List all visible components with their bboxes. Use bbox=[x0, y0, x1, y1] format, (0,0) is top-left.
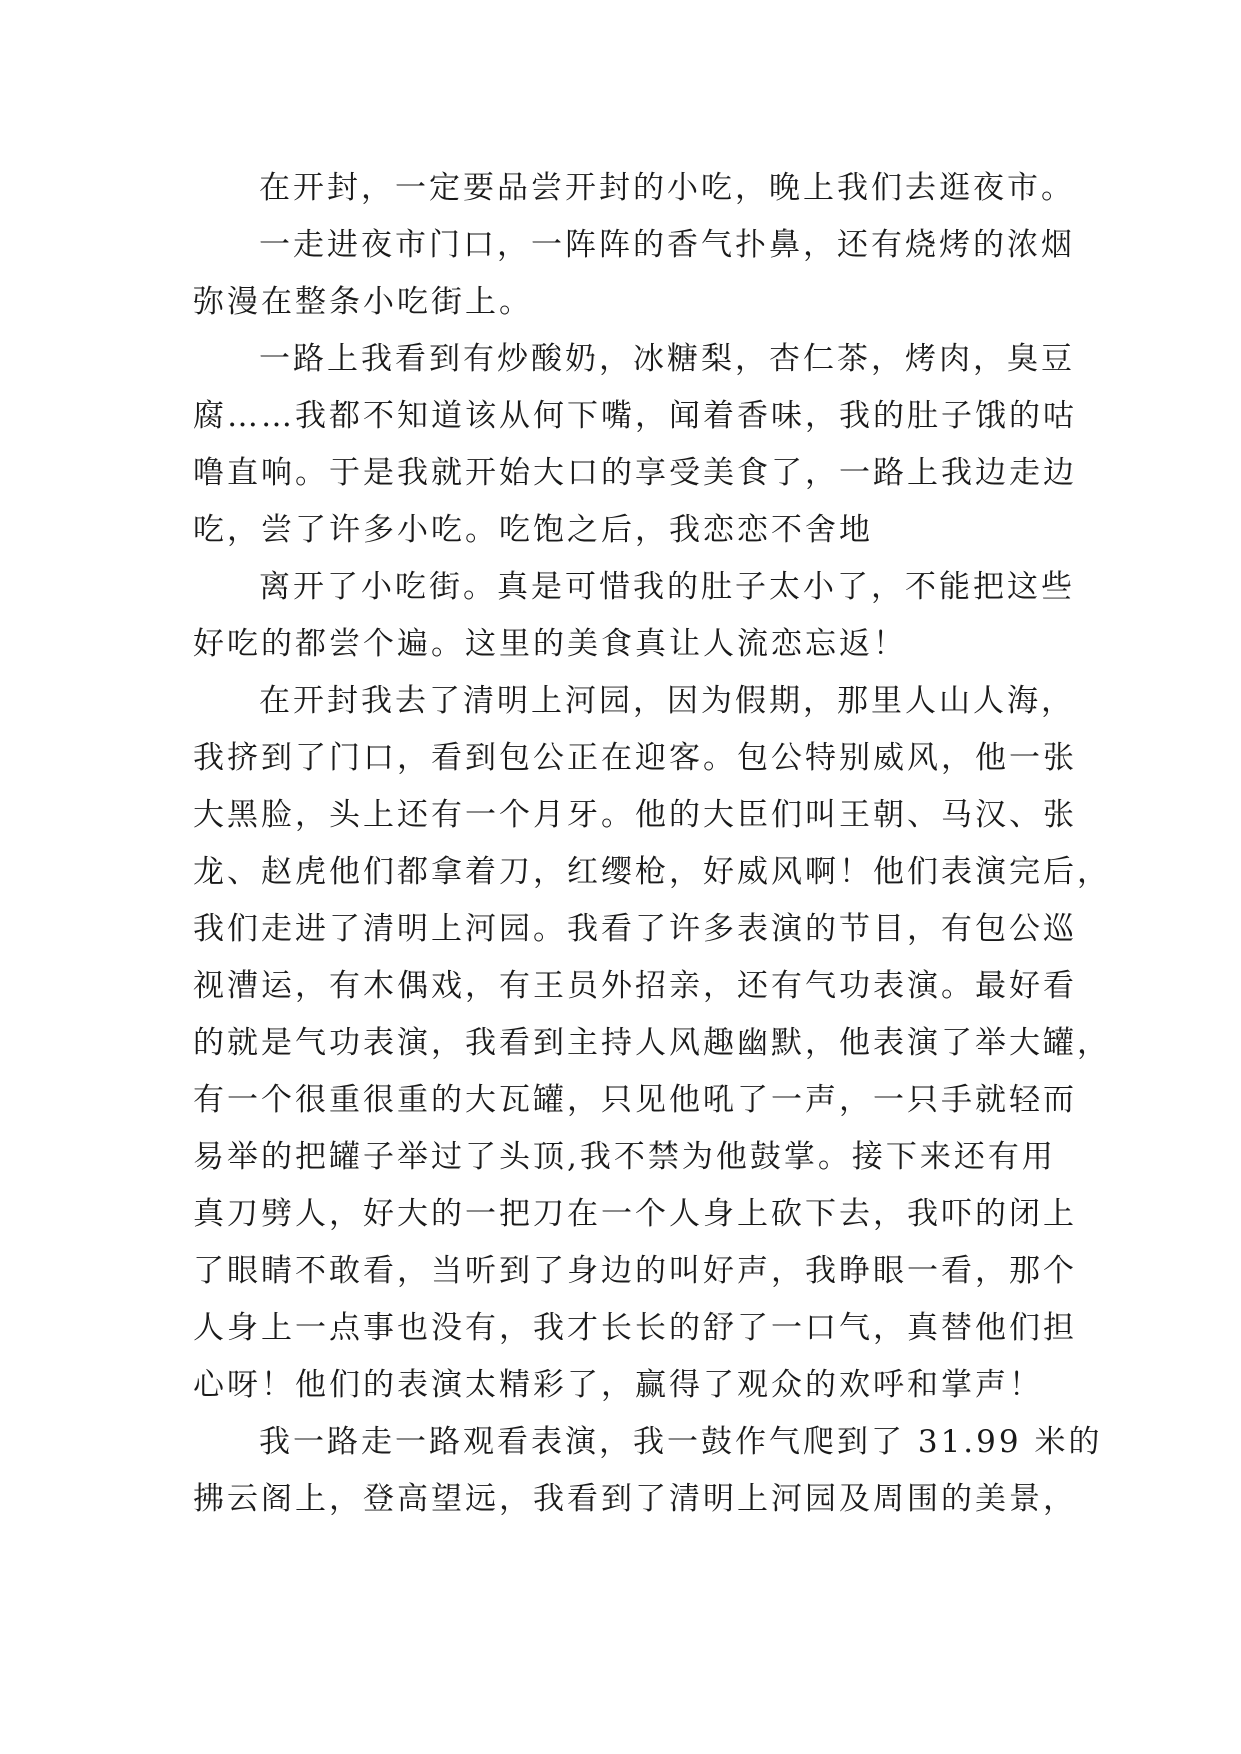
text-line: 好吃的都尝个遍。这里的美食真让人流恋忘返！ bbox=[193, 626, 907, 662]
text-line: 有一个很重很重的大瓦罐，只见他吼了一声，一只手就轻而 bbox=[193, 1082, 1077, 1118]
text-line: 易举的把罐子举过了头顶,我不禁为他鼓掌。接下来还有用 bbox=[193, 1139, 1056, 1175]
document-body bbox=[193, 160, 1111, 1528]
text-line: 我挤到了门口，看到包公正在迎客。包公特别威风，他一张 bbox=[193, 740, 1077, 776]
text-line: 一走进夜市门口，一阵阵的香气扑鼻，还有烧烤的浓烟 bbox=[259, 227, 1075, 263]
paragraph-fuyun-pavilion bbox=[193, 1414, 1103, 1528]
text-line: 拂云阁上，登高望远，我看到了清明上河园及周围的美景， bbox=[193, 1481, 1077, 1517]
text-line: 我们走进了清明上河园。我看了许多表演的节目，有包公巡 bbox=[193, 911, 1077, 947]
text-line: 在开封我去了清明上河园，因为假期，那里人山人海， bbox=[259, 683, 1075, 719]
text-line: 心呀！他们的表演太精彩了，赢得了观众的欢呼和掌声！ bbox=[193, 1367, 1043, 1403]
text-line: 龙、赵虎他们都拿着刀，红缨枪，好威风啊！他们表演完后， bbox=[193, 854, 1111, 890]
text-line: 腐……我都不知道该从何下嘴，闻着香味，我的肚子饿的咕 bbox=[193, 398, 1077, 434]
text-line: 真刀劈人，好大的一把刀在一个人身上砍下去，我吓的闭上 bbox=[193, 1196, 1077, 1232]
text-line: 弥漫在整条小吃街上。 bbox=[193, 284, 533, 320]
paragraph-snacks bbox=[193, 331, 1077, 559]
text-line: 我一路走一路观看表演，我一鼓作气爬到了 31.99 米的 bbox=[259, 1424, 1103, 1460]
paragraph-night-market-intro bbox=[193, 160, 1073, 217]
paragraph-market-entrance bbox=[193, 217, 1073, 331]
text-line: 大黑脸，头上还有一个月牙。他的大臣们叫王朝、马汉、张 bbox=[193, 797, 1077, 833]
text-line: 人身上一点事也没有，我才长长的舒了一口气，真替他们担 bbox=[193, 1310, 1077, 1346]
paragraph-qingming-park bbox=[193, 673, 1111, 1414]
text-line: 噜直响。于是我就开始大口的享受美食了，一路上我边走边 bbox=[193, 455, 1077, 491]
text-line: 视漕运，有木偶戏，有王员外招亲，还有气功表演。最好看 bbox=[193, 968, 1077, 1004]
text-line: 一路上我看到有炒酸奶，冰糖梨，杏仁茶，烤肉，臭豆 bbox=[259, 341, 1075, 377]
text-line: 离开了小吃街。真是可惜我的肚子太小了，不能把这些 bbox=[259, 569, 1075, 605]
paragraph-leaving-food-street bbox=[193, 559, 1073, 673]
text-line: 的就是气功表演，我看到主持人风趣幽默，他表演了举大罐， bbox=[193, 1025, 1111, 1061]
text-line: 了眼睛不敢看，当听到了身边的叫好声，我睁眼一看，那个 bbox=[193, 1253, 1077, 1289]
text-line: 在开封，一定要品尝开封的小吃，晚上我们去逛夜市。 bbox=[259, 170, 1075, 206]
text-line: 吃，尝了许多小吃。吃饱之后，我恋恋不舍地 bbox=[193, 512, 873, 548]
